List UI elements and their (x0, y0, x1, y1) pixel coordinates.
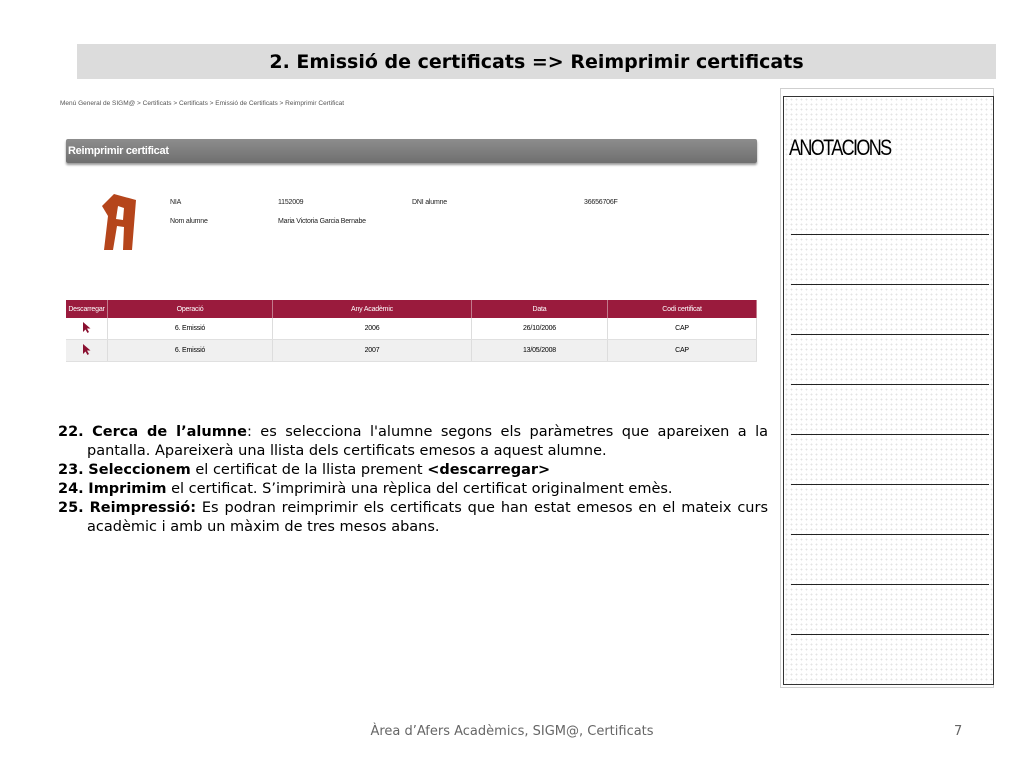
step-text: : es selecciona l'alumne segons els paràmetres que apareixen a la pantalla. Apareixerà una llista dels certificats emesos a aquest alumne. (87, 424, 769, 459)
note-line (791, 234, 989, 235)
notes-paper (783, 96, 994, 685)
table-row[interactable] (66, 340, 757, 362)
col-date: Data (472, 300, 608, 318)
col-year: Any Acadèmic (273, 300, 472, 318)
breadcrumb: Menú General de SIGM@ > Certificats > Certificats > Emissió de Certificats > Reimprimir Certificat (60, 100, 345, 107)
note-line (791, 284, 989, 285)
step-text: el certificat de la llista prement (190, 462, 428, 478)
step-text: Es podran reimprimir els certificats que han estat emesos en el mateix curs acadèmic i amb un màxim de tres mesos abans. (87, 500, 769, 535)
footer-text: Àrea d’Afers Acadèmics, SIGM@, Certificats (370, 724, 654, 739)
step-number: 23. (58, 462, 84, 478)
step-text: el certificat. S’imprimirà una rèplica del certificat originalment emès. (166, 481, 673, 497)
note-line (791, 534, 989, 535)
col-operation: Operació (108, 300, 273, 318)
table-header-row (66, 300, 757, 318)
operation-cell: 6. Emissió (108, 318, 273, 340)
download-cursor-icon[interactable] (83, 322, 91, 333)
note-line (791, 634, 989, 635)
step-number: 25. (58, 500, 84, 516)
operation-cell: 6. Emissió (108, 340, 273, 362)
notes-panel (780, 88, 994, 688)
step-item (58, 480, 768, 499)
download-cell[interactable] (66, 340, 108, 362)
code-cell: CAP (608, 318, 757, 340)
code-cell: CAP (608, 340, 757, 362)
download-cell[interactable] (66, 318, 108, 340)
dni-label: DNI alumne (412, 199, 447, 206)
year-cell: 2006 (273, 318, 472, 340)
step-number: 24. (58, 481, 84, 497)
col-download: Descarregar (66, 300, 108, 318)
step-number: 22. (58, 424, 84, 440)
slide-title: 2. Emissió de certificats => Reimprimir certificats (77, 44, 996, 79)
date-cell: 26/10/2006 (472, 318, 608, 340)
step-item (58, 499, 768, 537)
panel-header: Reimprimir certificat (66, 139, 757, 163)
step-item (58, 423, 768, 461)
note-line (791, 334, 989, 335)
step-keyword: Reimpressió: (89, 500, 197, 516)
dni-value: 36656706F (584, 199, 618, 206)
year-cell: 2007 (273, 340, 472, 362)
step-keyword: Cerca de l’alumne (92, 424, 247, 440)
date-cell: 13/05/2008 (472, 340, 608, 362)
notes-title: ANOTACIONS (789, 135, 891, 160)
certificates-table (66, 300, 757, 362)
note-line (791, 384, 989, 385)
step-keyword: Imprimim (88, 481, 167, 497)
col-code: Codi certificat (608, 300, 757, 318)
instruction-list (58, 423, 768, 537)
nia-value: 1152009 (278, 199, 304, 206)
note-line (791, 434, 989, 435)
table-row[interactable] (66, 318, 757, 340)
student-photo-logo-icon (102, 194, 136, 250)
nia-label: NIA (170, 199, 182, 206)
page-number: 7 (954, 724, 963, 739)
step-item (58, 461, 768, 480)
download-cursor-icon[interactable] (83, 344, 91, 355)
name-value: Maria Victoria Garcia Bernabe (278, 218, 366, 225)
note-line (791, 584, 989, 585)
name-label: Nom alumne (170, 218, 208, 225)
note-line (791, 484, 989, 485)
step-keyword-download: <descarregar> (427, 462, 551, 478)
step-keyword: Seleccionem (88, 462, 191, 478)
